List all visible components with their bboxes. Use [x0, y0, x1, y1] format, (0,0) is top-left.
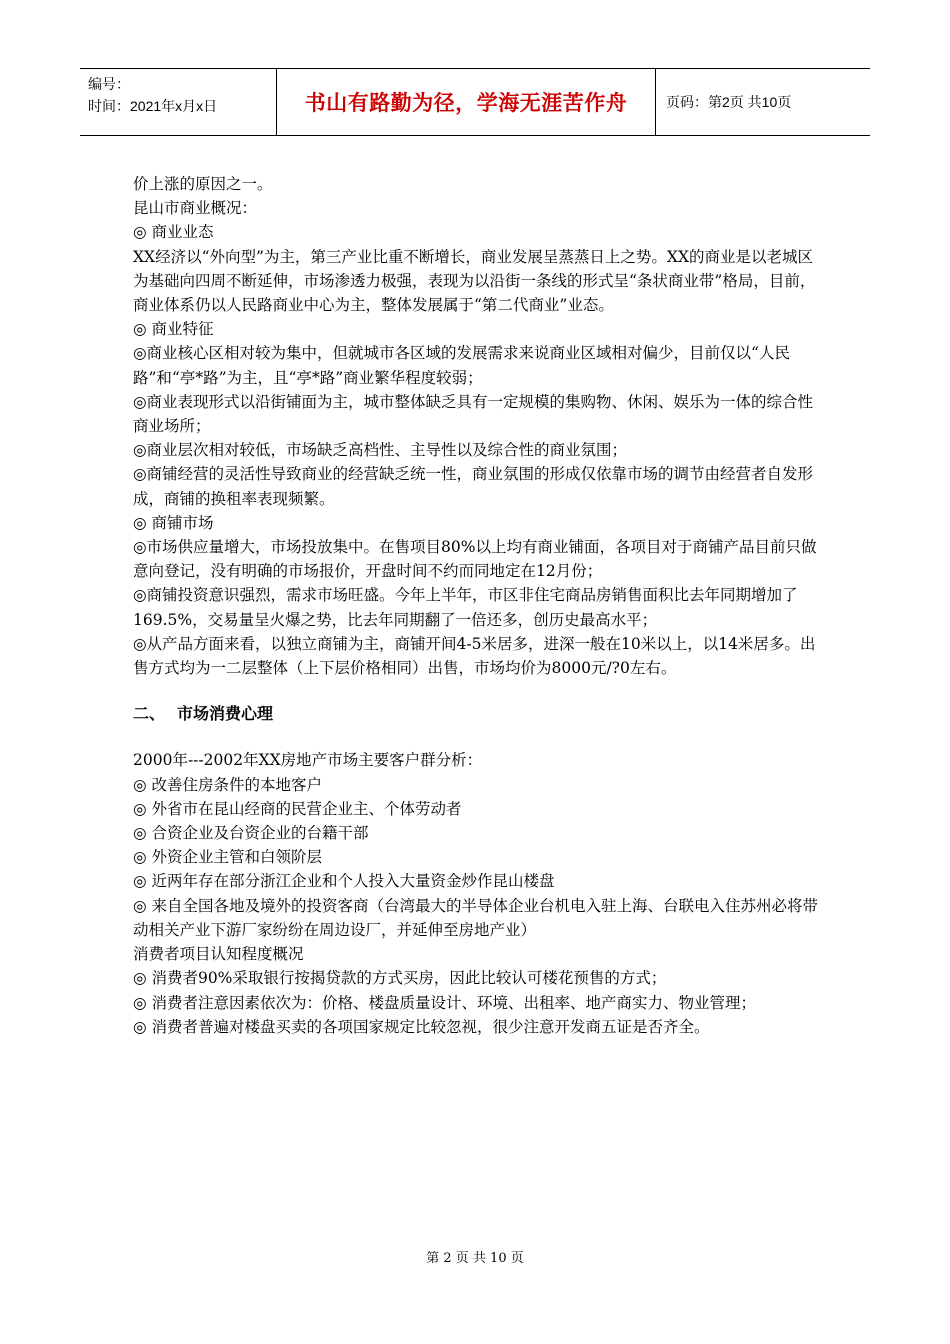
paragraph: XX经济以“外向型”为主，第三产业比重不断增长，商业发展呈蒸蒸日上之势。XX的商业是以老城区为基础向四周不断延伸，市场渗透力极强，表现为以沿街一条线的形式呈“条状商业带”格局，目前，商业体系仍以人民路商业中心为主，整体发展属于“第二代商业”业态。	[133, 247, 816, 315]
document-body	[133, 172, 823, 1039]
paragraph: ◎商业核心区相对较为集中，但就城市各区域的发展需求来说商业区域相对偏少，目前仅以“人民路”和“亭*路”为主，且“亭*路”商业繁华程度较弱；	[133, 344, 790, 387]
paragraph: 消费者项目认知程度概况	[133, 945, 304, 964]
paragraph: ◎ 近两年存在部分浙江企业和个人投入大量资金炒作昆山楼盘	[133, 872, 555, 891]
section-title: 市场消费心理	[177, 704, 274, 724]
header-page-number: 页码：第2页 共10页	[666, 94, 792, 110]
section-number: 二、	[133, 704, 166, 724]
header-motto: 书山有路勤为径，学海无涯苦作舟	[277, 69, 656, 135]
paragraph: 价上涨的原因之一。	[133, 175, 273, 193]
header-meta	[80, 69, 277, 135]
time-label: 时间：2021年x月x日	[88, 98, 218, 114]
paragraph: ◎ 商业特征	[133, 320, 214, 339]
paragraph: ◎商铺投资意识强烈，需求市场旺盛。今年上半年，市区非住宅商品房销售面积比去年同期增加了169.5%，交易量呈火爆之势，比去年同期翻了一倍还多，创历史最高水平；	[133, 586, 798, 629]
paragraph: ◎ 外资企业主管和白领阶层	[133, 848, 322, 867]
paragraph: ◎ 商铺市场	[133, 513, 214, 532]
paragraph: ◎ 消费者90%采取银行按揭贷款的方式买房，因此比较认可楼花预售的方式；	[133, 969, 667, 988]
paragraph: ◎商业层次相对较低，市场缺乏高档性、主导性以及综合性的商业氛围；	[133, 441, 628, 460]
paragraph: ◎ 改善住房条件的本地客户	[133, 775, 322, 794]
paragraph: 2000年---2002年XX房地产市场主要客户群分析：	[133, 751, 483, 770]
paragraph: 昆山市商业概况：	[133, 199, 258, 218]
serial-label: 编号：	[88, 76, 130, 92]
paragraph: ◎ 商业业态	[133, 223, 214, 242]
paragraph: ◎ 消费者注意因素依次为：价格、楼盘质量设计、环境、出租率、地产商实力、物业管理；	[133, 993, 756, 1012]
section-heading	[133, 702, 823, 726]
paragraph: ◎ 消费者普遍对楼盘买卖的各项国家规定比较忽视，很少注意开发商五证是否齐全。	[133, 1017, 710, 1036]
paragraph: ◎商业表现形式以沿街铺面为主，城市整体缺乏具有一定规模的集购物、休闲、娱乐为一体的综合性商业场所；	[133, 392, 814, 436]
paragraph: ◎ 合资企业及台资企业的台籍干部	[133, 824, 369, 843]
page-header	[80, 68, 870, 136]
paragraph: ◎商铺经营的灵活性导致商业的经营缺乏统一性，商业氛围的形成仅依靠市场的调节由经营者自发形成，商铺的换租率表现频繁。	[133, 465, 814, 508]
page-footer: 第 2 页 共 10 页	[426, 1251, 524, 1266]
paragraph: ◎ 外省市在昆山经商的民营企业主、个体劳动者	[133, 799, 462, 818]
paragraph: ◎从产品方面来看，以独立商铺为主，商铺开间4-5米居多，进深一般在10米以上，以14米居多。出售方式均为一二层整体（上下层价格相同）出售，市场均价为8000元/?0左右。	[133, 634, 816, 678]
paragraph: ◎ 来自全国各地及境外的投资客商（台湾最大的半导体企业台机电入驻上海、台联电入住苏州必将带动相关产业下游厂家纷纷在周边设厂，并延伸至房地产业）	[133, 896, 818, 939]
paragraph: ◎市场供应量增大，市场投放集中。在售项目80%以上均有商业铺面，各项目对于商铺产品目前只做意向登记，没有明确的市场报价，开盘时间不约而同地定在12月份；	[133, 538, 817, 581]
